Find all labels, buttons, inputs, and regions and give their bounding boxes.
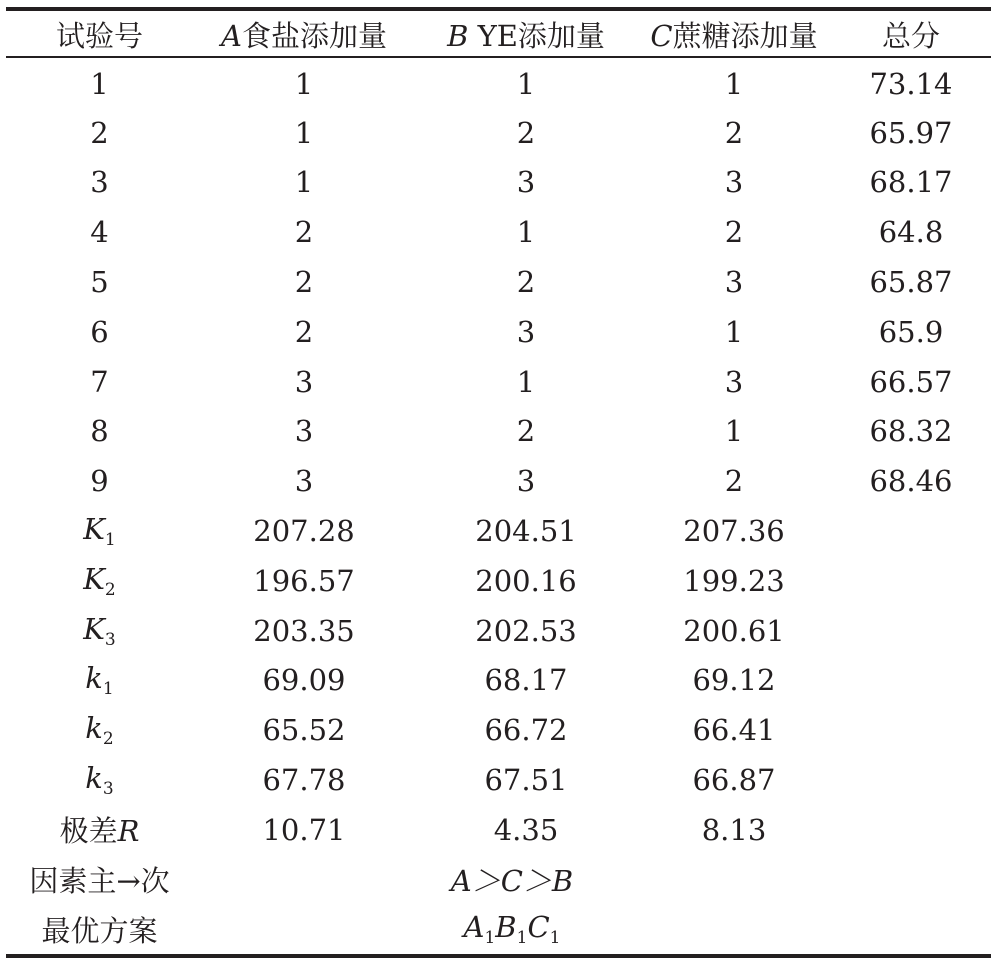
factor-a-level-cell: 2 xyxy=(294,314,314,349)
range-factor-a-cell: 10.71 xyxy=(262,812,346,847)
trial-no-cell: 1 xyxy=(90,66,109,101)
total-score-cell: 66.57 xyxy=(869,364,953,399)
table-bottom-rule xyxy=(6,954,991,958)
stat-factor-a-cell: 67.78 xyxy=(262,763,346,798)
empty-cell xyxy=(831,805,991,855)
stat-factor-b-cell: 202.53 xyxy=(475,613,577,648)
table-row xyxy=(6,108,991,158)
factor-a-level-cell: 1 xyxy=(294,115,314,150)
header-trial-no: 试验号 xyxy=(55,19,143,53)
factor-c-level-cell: 1 xyxy=(724,414,744,449)
table-row xyxy=(6,456,991,506)
factor-c-level-cell: 1 xyxy=(724,66,744,101)
stat-factor-a-cell: 207.28 xyxy=(253,514,355,549)
range-label-cell: 极差R xyxy=(59,814,140,849)
header-factor-a: A食盐添加量 xyxy=(221,19,387,53)
factor-b-level-cell: 2 xyxy=(516,414,536,449)
total-score-cell: 64.8 xyxy=(878,215,944,250)
stat-factor-a-cell: 196.57 xyxy=(253,563,355,598)
factor-order-value: A＞C＞B xyxy=(450,864,574,899)
stat-row-K1 xyxy=(6,506,991,556)
factor-b-level-cell: 3 xyxy=(516,464,536,499)
empty-cell xyxy=(831,755,991,805)
stat-row-K3 xyxy=(6,606,991,656)
stat-factor-a-cell: 69.09 xyxy=(262,663,346,698)
factor-a-level-cell: 1 xyxy=(294,66,314,101)
factor-order-value-cell xyxy=(193,855,831,905)
range-row xyxy=(6,805,991,855)
range-factor-c-cell: 8.13 xyxy=(701,812,767,847)
stat-factor-a-cell: 65.52 xyxy=(262,713,346,748)
empty-cell xyxy=(831,606,991,656)
stat-factor-a-cell: 203.35 xyxy=(253,613,355,648)
trial-no-cell: 6 xyxy=(90,314,109,349)
total-score-cell: 73.14 xyxy=(869,66,953,101)
factor-b-level-cell: 3 xyxy=(516,314,536,349)
factor-c-level-cell: 3 xyxy=(724,364,744,399)
stat-label-cell: $k_1$ xyxy=(85,661,114,700)
stat-factor-b-cell: 200.16 xyxy=(475,563,577,598)
stat-row-k1 xyxy=(6,656,991,706)
table-row xyxy=(6,207,991,257)
empty-cell xyxy=(831,855,991,905)
factor-a-level-cell: 3 xyxy=(294,414,314,449)
header-total-score: 总分 xyxy=(881,19,940,53)
orthogonal-results-table xyxy=(6,11,991,954)
trial-no-cell: 9 xyxy=(90,464,109,499)
total-score-cell: 68.32 xyxy=(869,414,953,449)
stat-factor-b-cell: 68.17 xyxy=(484,663,568,698)
factor-a-level-cell: 2 xyxy=(294,265,314,300)
factor-b-level-cell: 3 xyxy=(516,165,536,200)
optimal-scheme-value-cell: $A_1B_1C_1$ xyxy=(463,910,561,949)
stat-label-cell: $K_2$ xyxy=(83,561,116,600)
factor-b-level-cell: 1 xyxy=(516,215,536,250)
stat-label-cell: $K_3$ xyxy=(83,611,116,650)
header-factor-c: C蔗糖添加量 xyxy=(650,19,818,53)
empty-cell xyxy=(831,656,991,706)
optimal-scheme-row xyxy=(6,905,991,955)
stat-factor-c-cell: 66.41 xyxy=(692,713,776,748)
total-score-cell: 68.46 xyxy=(869,464,953,499)
stat-factor-c-cell: 66.87 xyxy=(692,763,776,798)
factor-c-level-cell: 3 xyxy=(724,265,744,300)
optimal-scheme-label-cell: 最优方案 xyxy=(41,913,158,948)
trial-no-cell: 2 xyxy=(90,115,109,150)
factor-c-level-cell: 3 xyxy=(724,165,744,200)
table-row xyxy=(6,307,991,357)
table-row xyxy=(6,58,991,108)
factor-b-level-cell: 2 xyxy=(516,265,536,300)
total-score-cell: 65.97 xyxy=(869,115,953,150)
header-row xyxy=(6,11,991,58)
factor-c-level-cell: 2 xyxy=(724,464,744,499)
trial-no-cell: 3 xyxy=(90,165,109,200)
stat-label-cell: $K_1$ xyxy=(83,512,116,551)
header-factor-b: B YE添加量 xyxy=(447,19,605,53)
total-score-cell: 65.87 xyxy=(869,265,953,300)
stat-factor-c-cell: 199.23 xyxy=(683,563,785,598)
stat-factor-c-cell: 207.36 xyxy=(683,514,785,549)
factor-order-label-cell: 因素主→次 xyxy=(29,864,170,899)
table-row xyxy=(6,357,991,407)
table-row xyxy=(6,407,991,457)
factor-order-row xyxy=(6,855,991,905)
trial-no-cell: 7 xyxy=(90,364,109,399)
empty-cell xyxy=(831,506,991,556)
factor-b-level-cell: 1 xyxy=(516,364,536,399)
factor-a-level-cell: 2 xyxy=(294,215,314,250)
empty-cell xyxy=(831,556,991,606)
stat-row-k2 xyxy=(6,705,991,755)
factor-a-level-cell: 3 xyxy=(294,464,314,499)
stat-label-cell: $k_2$ xyxy=(85,711,114,750)
range-factor-b-cell: 4.35 xyxy=(493,812,559,847)
table-row xyxy=(6,257,991,307)
stat-factor-b-cell: 67.51 xyxy=(484,763,568,798)
trial-no-cell: 8 xyxy=(90,414,109,449)
stat-factor-b-cell: 204.51 xyxy=(475,514,577,549)
stat-label-cell: $k_3$ xyxy=(85,761,114,800)
stat-factor-c-cell: 200.61 xyxy=(683,613,785,648)
factor-c-level-cell: 2 xyxy=(724,215,744,250)
factor-c-level-cell: 1 xyxy=(724,314,744,349)
factor-c-level-cell: 2 xyxy=(724,115,744,150)
factor-a-level-cell: 1 xyxy=(294,165,314,200)
total-score-cell: 68.17 xyxy=(869,165,953,200)
empty-cell xyxy=(831,705,991,755)
factor-b-level-cell: 2 xyxy=(516,115,536,150)
stat-factor-c-cell: 69.12 xyxy=(692,663,776,698)
trial-no-cell: 5 xyxy=(90,265,109,300)
total-score-cell: 65.9 xyxy=(878,314,944,349)
trial-no-cell: 4 xyxy=(90,215,109,250)
empty-cell xyxy=(831,905,991,955)
factor-b-level-cell: 1 xyxy=(516,66,536,101)
table-row xyxy=(6,158,991,208)
stat-row-k3 xyxy=(6,755,991,805)
factor-a-level-cell: 3 xyxy=(294,364,314,399)
stat-factor-b-cell: 66.72 xyxy=(484,713,568,748)
stat-row-K2 xyxy=(6,556,991,606)
